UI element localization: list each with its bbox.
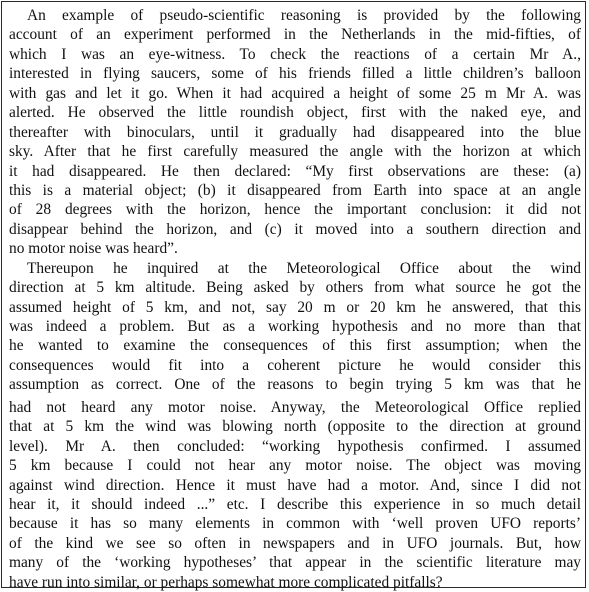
text-line: assumption as correct. One of the reasons to begin trying 5 km was that he (9, 376, 581, 394)
text-line: Thereupon he inquired at the Meteorological Office about the wind (27, 259, 581, 277)
text-line: that at 5 km the wind was blowing north (opposite to the direction at ground (9, 418, 581, 436)
text-line: many of the ‘working hypotheses’ that appear in the scientific literature may (9, 554, 581, 572)
text-line: An example of pseudo-scientific reasoning is provided by the following (27, 7, 581, 24)
text-line: this is a material object; (b) it disappeared from Earth into space at an angle (9, 181, 581, 199)
text-line: was indeed a problem. But as a working hypothesis and no more than that (9, 318, 581, 335)
text-line: disappear behind the horizon, and (c) it moved into a southern direction and (9, 220, 581, 238)
text-line: 5 km because I could not hear any motor noise. The object was moving (9, 457, 581, 475)
paragraph-2 (9, 259, 581, 592)
text-line: of 28 degrees with the horizon, hence the important conclusion: it did not (9, 201, 581, 219)
text-line: had not heard any motor noise. Anyway, the Meteorological Office replied (9, 398, 581, 416)
text-line: interested in flying saucers, some of his friends filled a little children’s balloon (9, 65, 581, 83)
text-line: no motor noise was heard”. (9, 240, 178, 258)
text-line: alerted. He observed the little roundish object, first with the naked eye, and (9, 104, 581, 122)
paragraph-1 (9, 6, 581, 259)
text-line: which I was an eye-witness. To check the reactions of a certain Mr A., (9, 45, 581, 63)
text-line: consequences would fit into a coherent picture he would consider this (9, 356, 581, 374)
page-frame (1, 1, 586, 591)
text-line: have run into similar, or perhaps somewhat more complicated pitfalls? (9, 573, 443, 591)
text-line: against wind direction. Hence it must have had a motor. And, since I did not (9, 476, 581, 494)
text-line: direction at 5 km altitude. Being asked by others from what source he got the (9, 279, 581, 297)
text-line: because it has so many elements in common with ‘well proven UFO reports’ (9, 515, 581, 533)
text-line: of the kind we see so often in newspapers and in UFO journals. But, how (9, 534, 581, 552)
text-line: sky. After that he first carefully measured the angle with the horizon at which (9, 143, 581, 161)
text-line: assumed height of 5 km, and not, say 20 m or 20 km he answered, that this (9, 298, 581, 316)
text-line: hear it, it should indeed ...” etc. I describe this experience in so much detail (9, 495, 581, 513)
text-line: it had disappeared. He then declared: “My first observations are these: (a) (9, 162, 581, 180)
text-line: he wanted to examine the consequences of this first assumption; when the (9, 337, 581, 355)
text-line: level). Mr A. then concluded: “working hypothesis confirmed. I assumed (9, 437, 581, 455)
text-line: account of an experiment performed in the Netherlands in the mid-fifties, of (9, 26, 581, 44)
document-text (9, 6, 581, 592)
text-line: with gas and let it go. When it had acquired a height of some 25 m Mr A. was (9, 84, 581, 102)
text-line: thereafter with binoculars, until it gradually had disappeared into the blue (9, 123, 581, 141)
